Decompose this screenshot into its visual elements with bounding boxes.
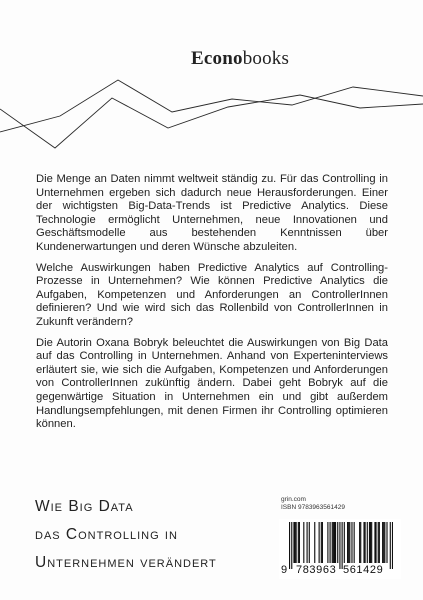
barcode-bar: [291, 522, 292, 569]
publisher-logo-part2: books: [242, 48, 290, 69]
book-title-line-3: Unternehmen verändert: [35, 554, 217, 571]
barcode-bar: [375, 522, 376, 563]
barcode-bar: [382, 522, 383, 563]
barcode-first-digit: 9: [281, 564, 288, 576]
barcode-bar: [386, 522, 387, 563]
barcode-bar: [289, 522, 290, 569]
barcode-bar: [294, 522, 295, 563]
book-meta: [281, 496, 345, 512]
decorative-line-1: [0, 80, 423, 132]
barcode-bar: [383, 522, 384, 563]
book-title-line-2: das Controlling in: [35, 526, 178, 543]
barcode-bar: [354, 522, 355, 563]
barcode-bar: [321, 522, 322, 563]
barcode-bar: [379, 522, 380, 563]
barcode-bar: [344, 522, 345, 563]
isbn-label: ISBN 9783963561429: [281, 504, 345, 511]
barcode-bar: [351, 522, 352, 563]
barcode-bar: [384, 522, 385, 563]
barcode-bar: [298, 522, 299, 563]
isbn-barcode: [279, 519, 401, 579]
barcode-bar: [374, 522, 375, 563]
barcode-bar: [369, 522, 370, 563]
decorative-line-graphic: [0, 0, 423, 160]
barcode-bar: [392, 522, 393, 569]
barcode-bar: [367, 522, 368, 563]
barcode-group-2: 561429: [343, 564, 384, 576]
barcode-bar: [370, 522, 371, 563]
barcode-bar: [360, 522, 361, 563]
barcode-bar: [390, 522, 391, 569]
barcode-bar: [327, 522, 328, 563]
barcode-bar: [293, 522, 294, 563]
barcode-bar: [348, 522, 349, 563]
barcode-bar: [337, 522, 338, 563]
barcode-bar: [299, 522, 300, 563]
book-description: [36, 173, 388, 439]
website-label: grin.com: [281, 496, 306, 503]
barcode-bar: [314, 522, 315, 563]
barcode-bar: [335, 522, 336, 563]
barcode-bar: [371, 522, 372, 563]
barcode-bar: [342, 522, 343, 569]
barcode-bar: [319, 522, 320, 563]
description-paragraph-1: Die Menge an Daten nimmt weltweit ständig zu. Für das Controlling in Unternehmen ergeben sich dadurch neue Herausforderungen. Einer der wichtigsten Big-Data-Trends ist Predictive Analytics. Diese Technologie ermöglicht Unternehmen, neue Innovationen und Geschäftsmodelle aus bestehenden Kenntnissen über Kundenerwartungen und deren Wünsche abzuleiten.: [36, 173, 388, 253]
barcode-bar: [363, 522, 364, 563]
description-paragraph-2: Welche Auswirkungen haben Predictive Analytics auf Controlling-Prozesse in Unternehmen? Wie können Predictive Analytics die Aufgaben, Kompetenzen und Anforderungen an ControllerInnen definieren? Und wie wird sich das Rollenbild von ControllerInnen in Zukunft verändern?: [36, 261, 388, 328]
barcode-bar: [303, 522, 304, 563]
barcode-bar: [347, 522, 348, 563]
barcode-bar: [307, 522, 308, 563]
barcode-bar: [333, 522, 334, 563]
barcode-bar: [330, 522, 331, 563]
description-paragraph-3: Die Autorin Oxana Bobryk beleuchtet die Auswirkungen von Big Data auf das Controlling in Unternehmen. Anhand von Experteninterviews erläutert sie, wie sich die Aufgaben, Kompetenzen und Anforderungen von ControllerInnen zukünftig ändern. Dabei geht Bobryk auf die gegenwärtige Situation in Unternehmen ein und gibt außerdem Handlungsempfehlungen, mit denen Firmen ihr Controlling optimieren können.: [36, 336, 388, 431]
barcode-bar: [378, 522, 379, 563]
barcode-bar: [339, 522, 340, 569]
barcode-bar: [332, 522, 333, 563]
barcode-bar: [365, 522, 366, 563]
book-title: [35, 493, 217, 577]
barcode-bar: [334, 522, 335, 563]
barcode-bar: [322, 522, 323, 563]
book-title-line-1: Wie Big Data: [35, 498, 134, 515]
decorative-line-2: [0, 95, 423, 148]
barcode-bar: [349, 522, 350, 563]
barcode-bar: [309, 522, 310, 563]
publisher-logo-part1: Econo: [191, 48, 243, 69]
publisher-logo: [191, 48, 289, 70]
barcode-bar: [359, 522, 360, 563]
barcode-group-1: 783963: [296, 564, 337, 576]
barcode-bar: [296, 522, 297, 563]
